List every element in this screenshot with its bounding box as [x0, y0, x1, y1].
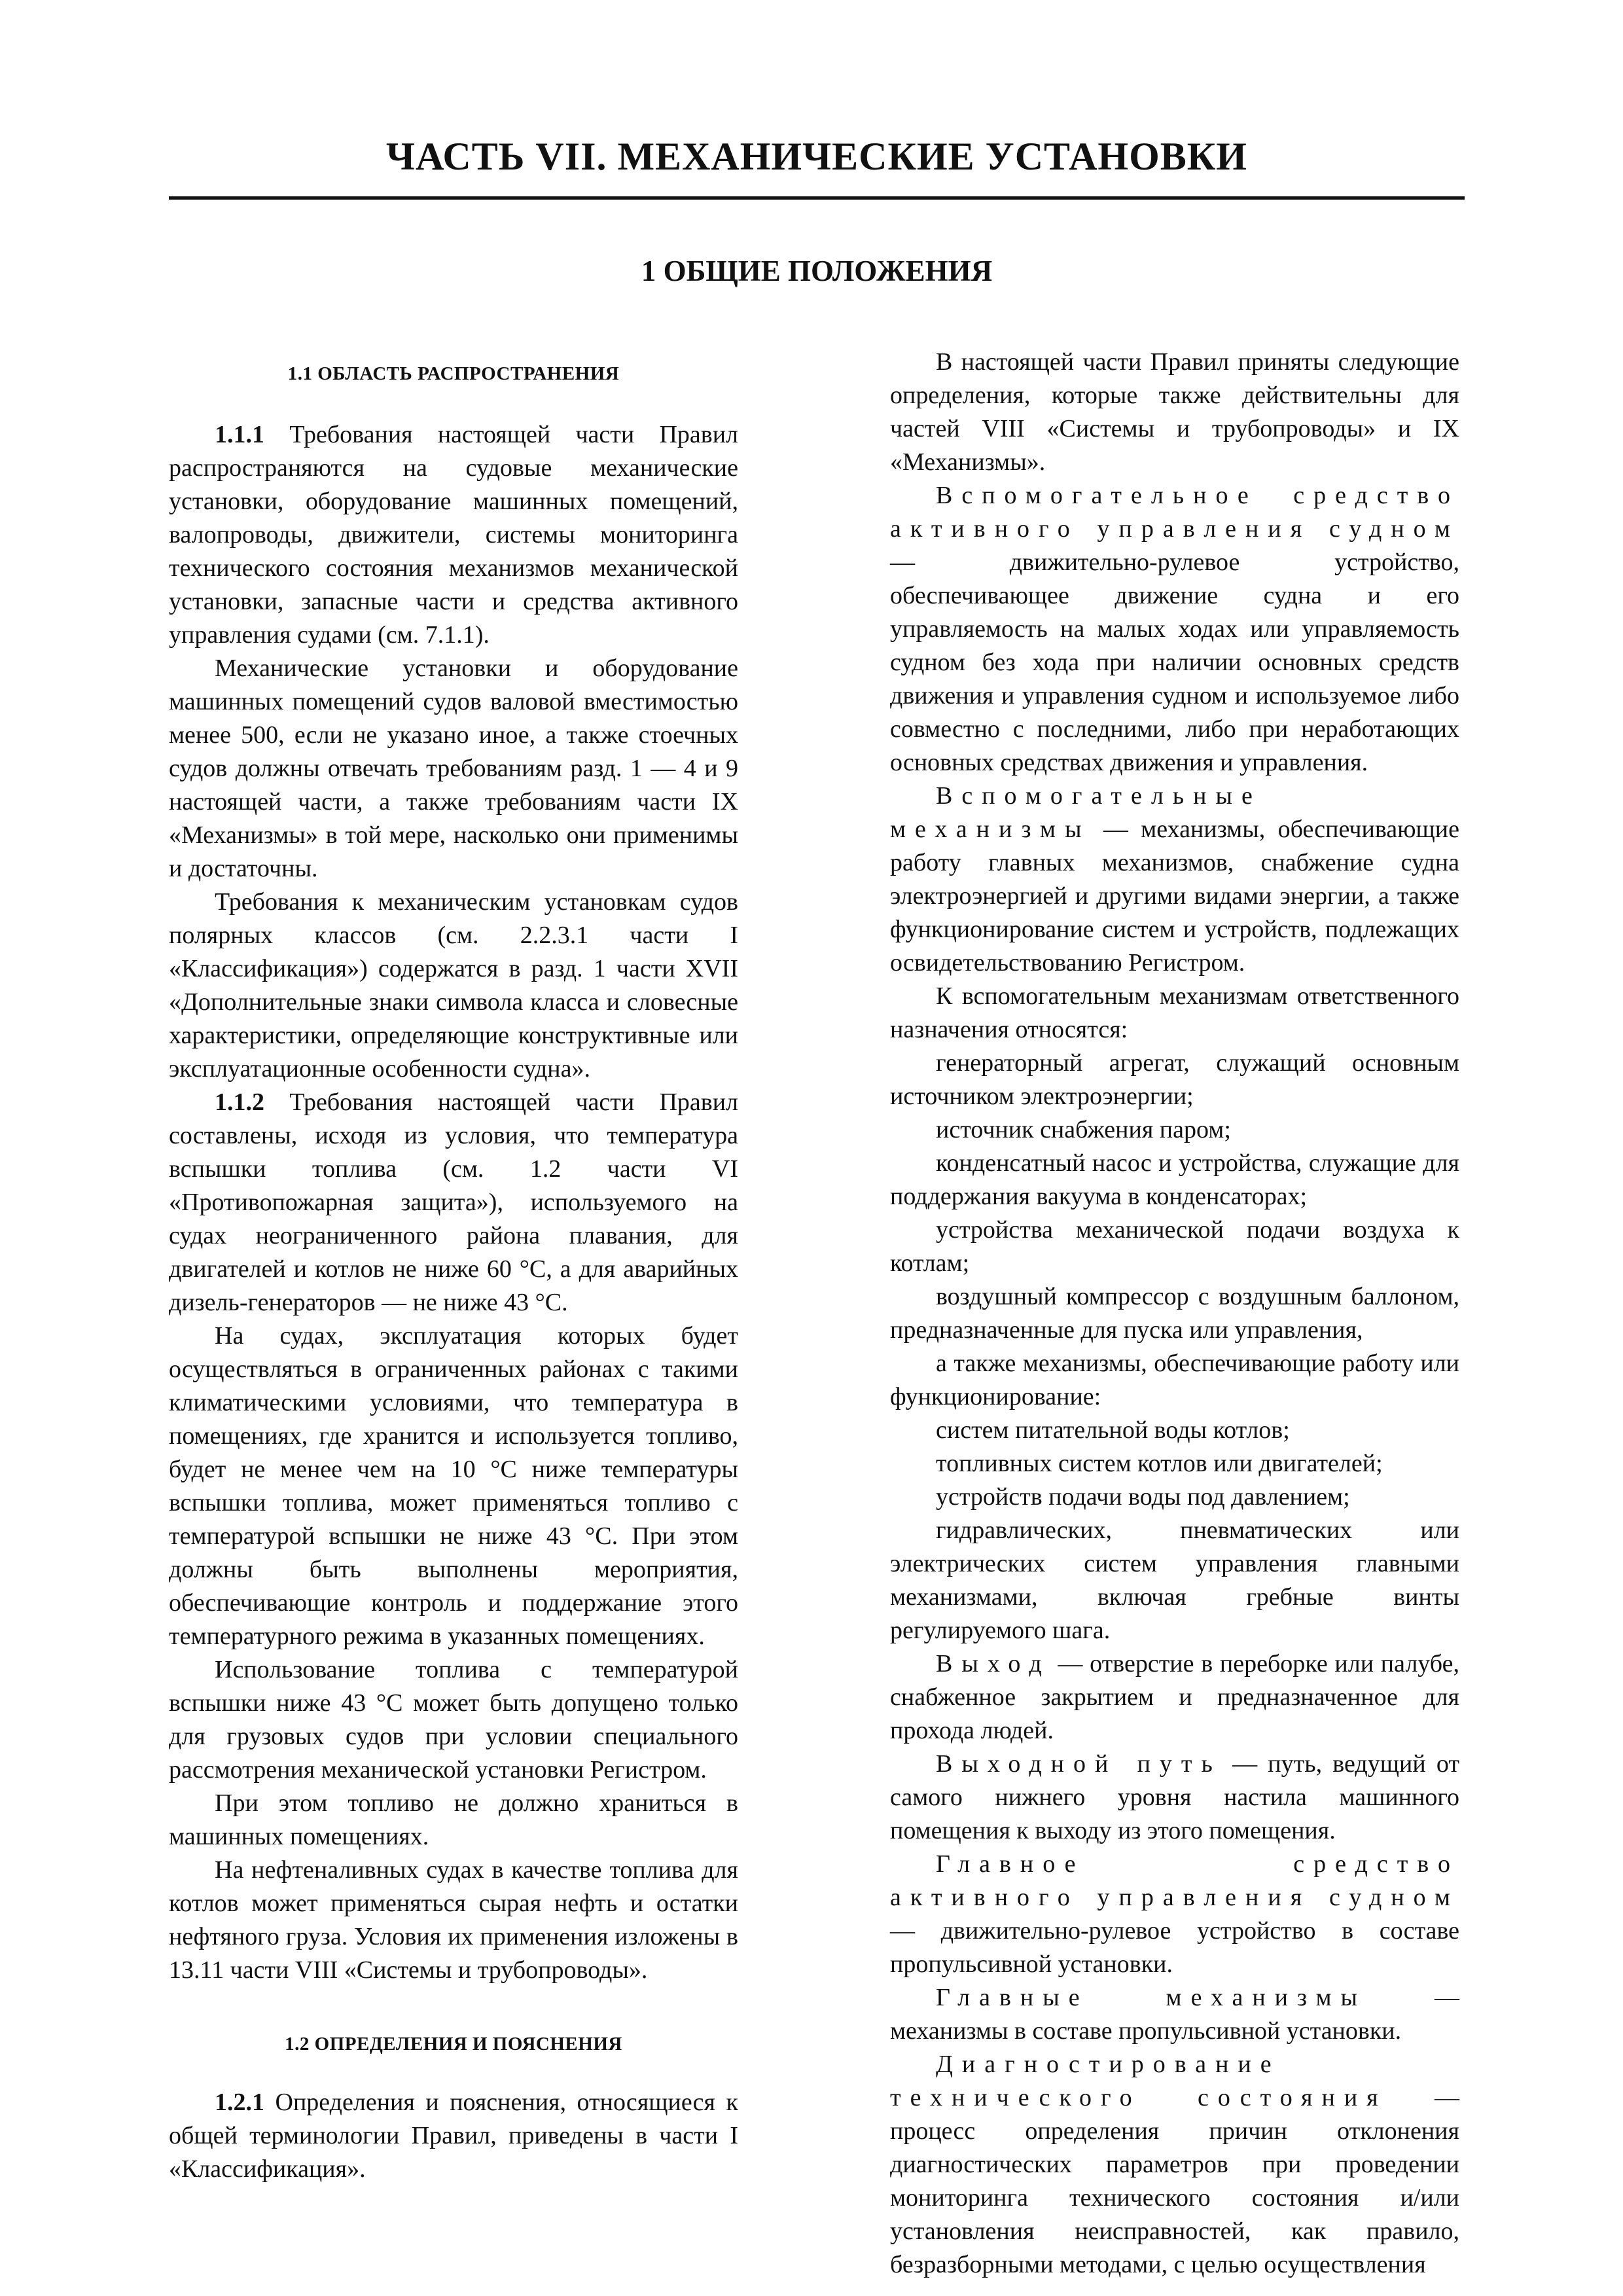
definition-text: — отверстие в переборке или палубе, снабженное закрытием и предназначенное для прохода людей. — [890, 1650, 1459, 1744]
list-item: гидравлических, пневматических или электрических систем управления главными механизмами, включая гребные винты регулируемого шага. — [890, 1516, 1459, 1644]
subsection-heading-1-1: 1.1 ОБЛАСТЬ РАСПРОСТРАНЕНИЯ — [287, 363, 620, 384]
subsection-heading-1-2: 1.2 ОПРЕДЕЛЕНИЯ И ПОЯСНЕНИЯ — [285, 2034, 622, 2054]
paragraph: На нефтеналивных судах в качестве топлива для котлов может применяться сырая нефть и остатки нефтяного груза. Условия их применения изложены в 13.11 части VIII «Системы и трубопроводы». — [169, 1856, 738, 1984]
title-rule — [169, 196, 1465, 200]
list-item: конденсатный насос и устройства, служащие для поддержания вакуума в конденсаторах; — [890, 1149, 1459, 1210]
list-item: устройства механической подачи воздуха к котлам; — [890, 1216, 1459, 1277]
definition-text: — механизмы, обеспечивающие работу главных механизмов, снабжение судна электроэнергией и другими видами энергии, а также функционирование систем и устройств, подлежащих освидетельствованию Регистром. — [890, 816, 1459, 977]
paragraph: Механические установки и оборудование машинных помещений судов валовой вместимостью менее 500, если не указано иное, а также стоечных судов должны отвечать требованиям разд. 1 — 4 и 9 настоящей части, а также требованиям части IX «Механизмы» в той мере, насколько они применимы и достаточны. — [169, 655, 738, 882]
clause-text: Определения и пояснения, относящиеся к общей терминологии Правил, приведены в части I «Классификация». — [169, 2089, 738, 2183]
clause-text: Требования настоящей части Правил составлены, исходя из условия, что температура вспышки топлива (см. 1.2 части VI «Противопожарная защита»), используемого на судах неограниченного района плавания, для двигателей и котлов не ниже 60 °С, а для аварийных дизель-генераторов — не ниже 43 °С. — [169, 1088, 738, 1316]
clause-number: 1.1.2 — [215, 1088, 264, 1116]
clause-text: Требования настоящей части Правил распространяются на судовые механические установки, оборудование машинных помещений, валопроводы, движители, системы мониторинга технического состояния механизмов механической установки, запасные части и средства активного управления судами (см. 7.1.1). — [169, 421, 738, 649]
definition-text: — путь, ведущий от самого нижнего уровня настила машинного помещения к выходу из этого помещения. — [890, 1750, 1459, 1844]
definition-diagnostics — [890, 2048, 1459, 2282]
part-title: ЧАСТЬ VII. МЕХАНИЧЕСКИЕ УСТАНОВКИ — [386, 135, 1247, 178]
paragraph-1-1-1 — [169, 418, 738, 652]
right-column — [890, 346, 1459, 2282]
definition-text: — движительно-рулевое устройство, обеспечивающее движение судна и его управляемость на малых ходах или управляемость судном без хода при наличии основных средств движения и управления судном и используемое либо совместно с последними, либо при неработающих основных средствах движения и управления. — [890, 548, 1459, 776]
clause-number: 1.2.1 — [215, 2089, 264, 2116]
list-item: топливных систем котлов или двигателей; — [936, 1450, 1383, 1477]
definition-aux-steering — [890, 479, 1459, 780]
list-item: воздушный компрессор с воздушным баллоном, предназначенные для пуска или управления, — [890, 1283, 1459, 1344]
paragraph: При этом топливо не должно храниться в машинных помещениях. — [169, 1789, 738, 1850]
definition-aux-machinery — [890, 780, 1459, 980]
paragraph: В настоящей части Правил приняты следующие определения, которые также действительны для частей VIII «Системы и трубопроводы» и IX «Механизмы». — [890, 348, 1459, 476]
definition-term: Главное средство активного управления судном — [890, 1850, 1459, 1911]
paragraph-1-1-2 — [169, 1086, 738, 1319]
paragraph: На судах, эксплуатация которых будет осуществляться в ограниченных районах с такими климатическими условиями, что температура в помещениях, где хранится и используется топливо, будет не менее чем на 10 °С ниже температуры вспышки топлива, может применяться топливо с температурой вспышки не ниже 43 °С. При этом должны быть выполнены мероприятия, обеспечивающие контроль и поддержание этого температурного режима в указанных помещениях. — [169, 1322, 738, 1650]
definition-text: — процесс определения причин отклонения диагностических параметров при проведении мониторинга технического состояния и/или установления неисправностей, как правило, безразборными методами, с целью осуществления — [890, 2084, 1460, 2278]
definition-exit-route — [890, 1748, 1459, 1848]
list-item: систем питательной воды котлов; — [936, 1416, 1290, 1444]
definition-exit — [890, 1647, 1459, 1748]
paragraph: Требования к механическим установкам судов полярных классов (см. 2.2.3.1 части I «Классификация») содержатся в разд. 1 части XVII «Дополнительные знаки символа класса и словесные характеристики, определяющие конструктивные или эксплуатационные особенности судна». — [169, 888, 738, 1083]
definition-term: Главные механизмы — [936, 1984, 1367, 2011]
definition-term: Вспомогательное средство активного управления судном — [890, 482, 1459, 543]
definition-term: Диагностирование технического состояния — [890, 2051, 1387, 2111]
left-column — [169, 346, 738, 2186]
list-item: источник снабжения паром; — [936, 1116, 1231, 1143]
paragraph: К вспомогательным механизмам ответственного назначения относятся: — [890, 982, 1459, 1043]
definition-text: — движительно-рулевое устройство в составе пропульсивной установки. — [890, 1917, 1459, 1978]
definition-term: Вспомогательные механизмы — [890, 782, 1262, 843]
definition-term: Выход — [936, 1650, 1051, 1677]
definition-term: Выходной путь — [936, 1750, 1222, 1778]
list-item: устройств подачи воды под давлением; — [936, 1483, 1350, 1511]
definition-main-machinery — [890, 1981, 1459, 2048]
definition-main-steering — [890, 1848, 1459, 1981]
paragraph: Использование топлива с температурой вспышки ниже 43 °С может быть допущено только для грузовых судов при условии специального рассмотрения механической установки Регистром. — [169, 1656, 738, 1784]
section-title: 1 ОБЩИЕ ПОЛОЖЕНИЯ — [641, 255, 993, 287]
list-item: генераторный агрегат, служащий основным источником электроэнергии; — [890, 1049, 1459, 1110]
paragraph-1-2-1 — [169, 2086, 738, 2186]
list-item: а также механизмы, обеспечивающие работу или функционирование: — [890, 1350, 1459, 1410]
clause-number: 1.1.1 — [215, 421, 264, 448]
definition-text: — механизмы в составе пропульсивной установки. — [890, 1984, 1459, 2045]
